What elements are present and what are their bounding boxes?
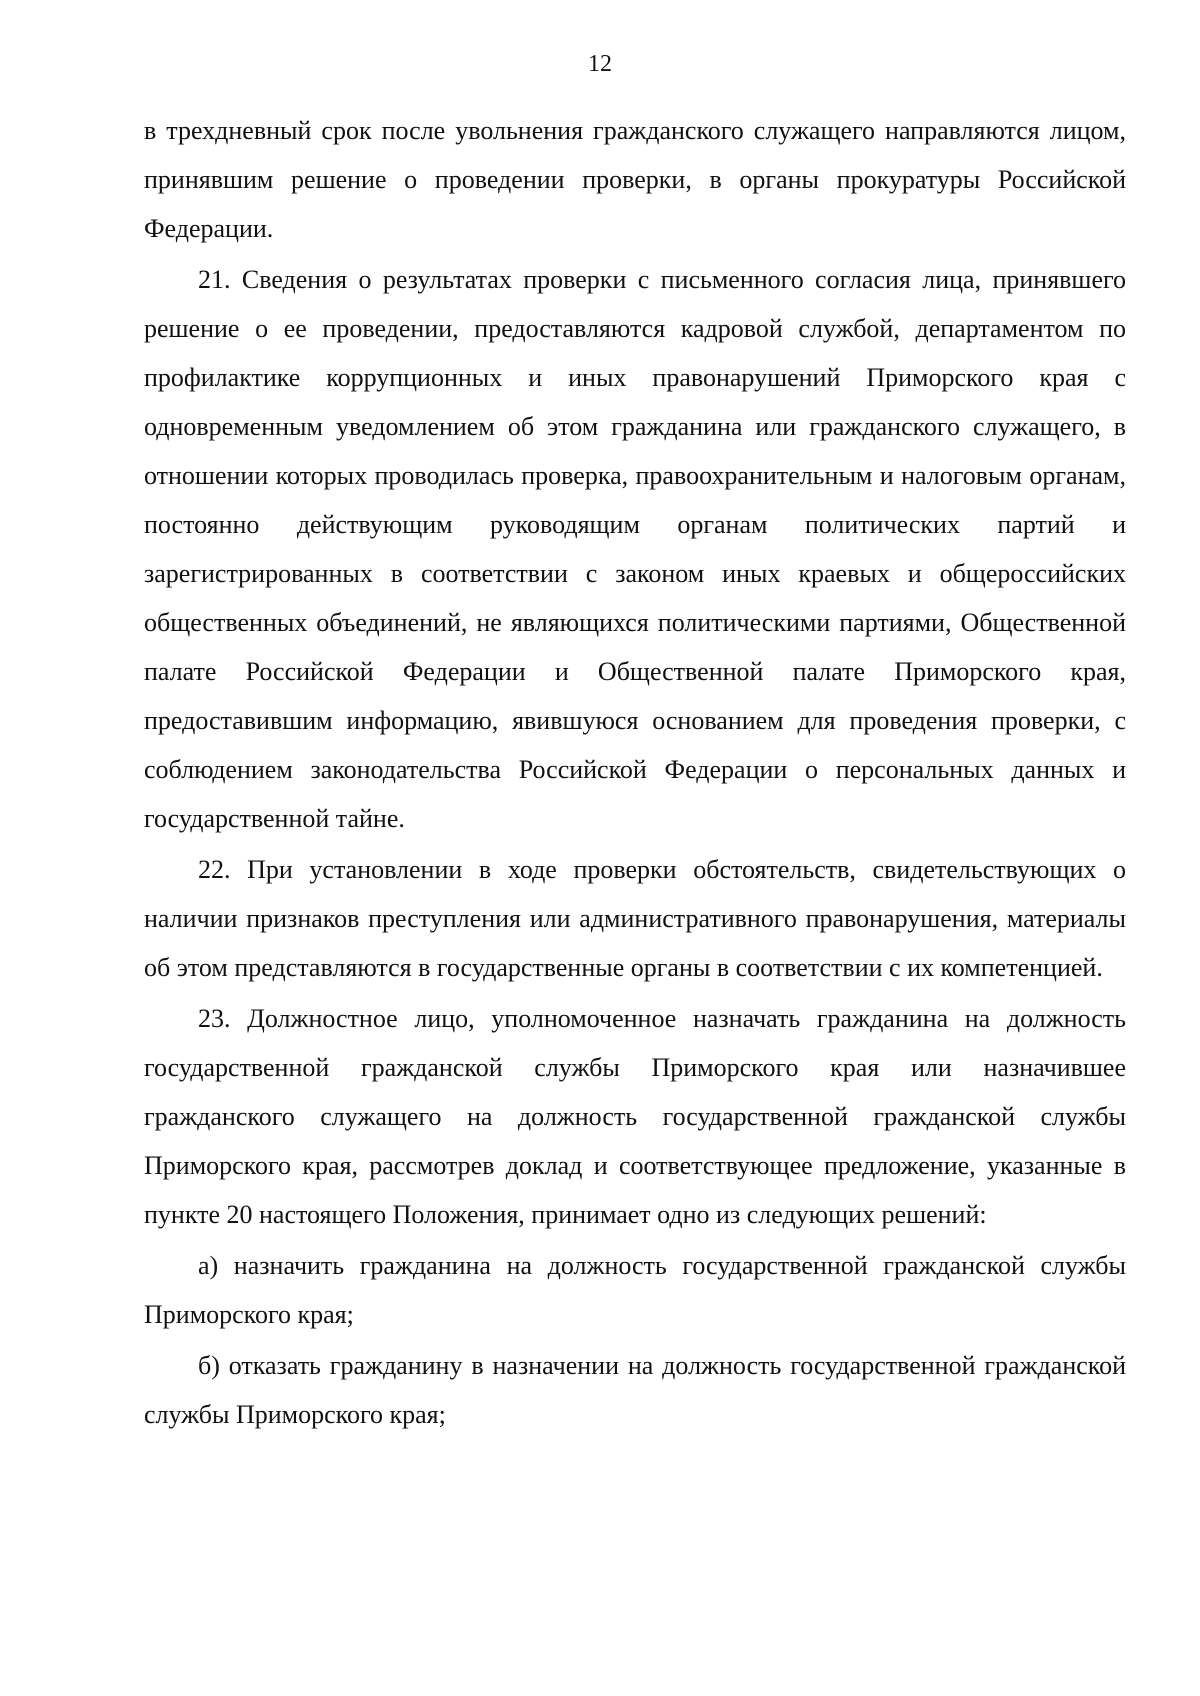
paragraph-22: 22. При установлении в ходе проверки обстоятельств, свидетельствующих о наличии признаков преступления или административного правонарушения, материалы об этом представляются в государственные органы в соответствии с их компетенцией. (144, 855, 1126, 982)
paragraph-23: 23. Должностное лицо, уполномоченное назначать гражданина на должность государственной гражданской службы Приморского края или назначившее гражданского служащего на должность государственной гражданской службы Приморского края, рассмотрев доклад и соответствующее предложение, указанные в пункте 20 настоящего Положения, принимает одно из следующих решений: (144, 1004, 1126, 1229)
paragraph-21: 21. Сведения о результатах проверки с письменного согласия лица, принявшего решение о ее проведении, предоставляются кадровой службой, департаментом по профилактике коррупционных и иных правонарушений Приморского края с одновременным уведомлением об этом гражданина или гражданского служащего, в отношении которых проводилась проверка, правоохранительным и налоговым органам, постоянно действующим руководящим органам политических партий и зарегистрированных в соответствии с законом иных краевых и общероссийских общественных объединений, не являющихся политическими партиями, Общественной палате Российской Федерации и Общественной палате Приморского края, предоставившим информацию, явившуюся основанием для проведения проверки, с соблюдением законодательства Российской Федерации о персональных данных и государственной тайне. (144, 265, 1126, 833)
list-item-a: а) назначить гражданина на должность государственной гражданской службы Приморского края; (144, 1251, 1126, 1329)
document-body (144, 106, 1126, 1441)
paragraph-continuation: в трехдневный срок после увольнения гражданского служащего направляются лицом, принявшим решение о проведении проверки, в органы прокуратуры Российской Федерации. (144, 116, 1126, 243)
page-number: 12 (588, 51, 612, 77)
list-item-b: б) отказать гражданину в назначении на должность государственной гражданской службы Приморского края; (144, 1351, 1126, 1429)
